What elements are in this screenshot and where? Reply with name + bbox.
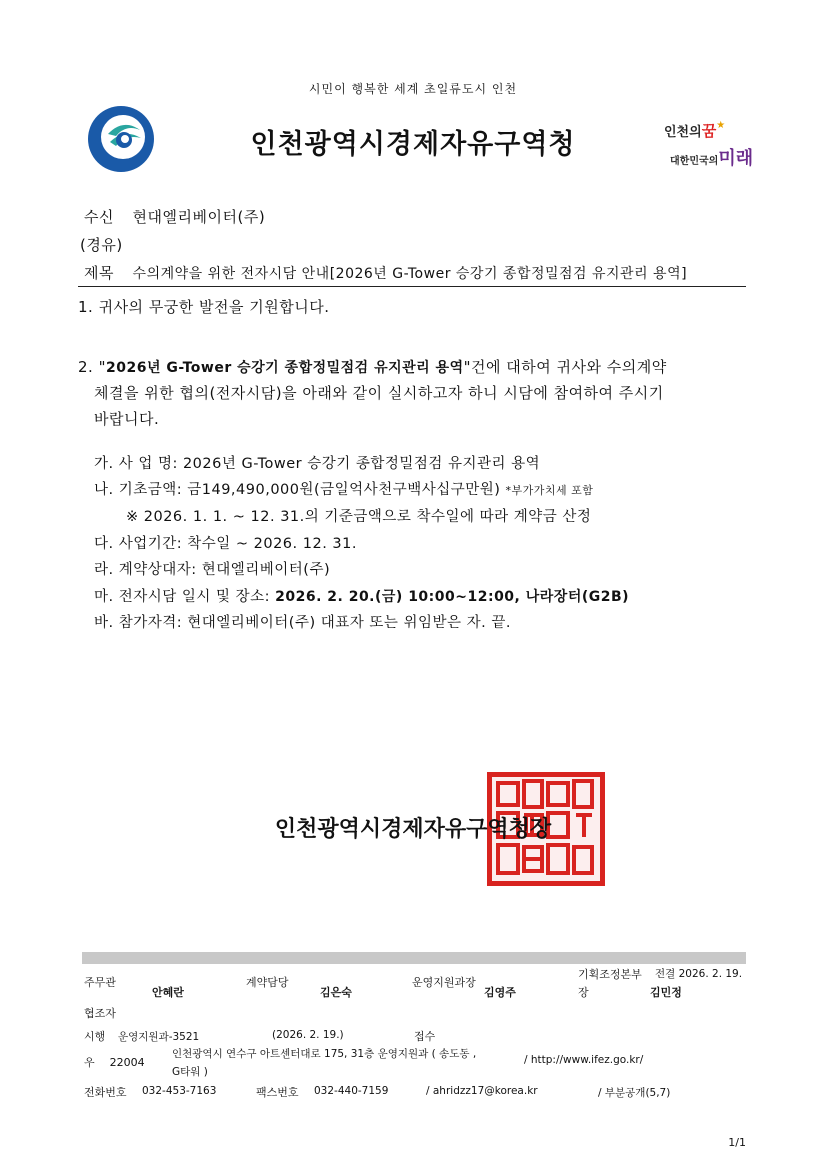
recipient-value: 현대엘리베이터(주): [132, 208, 266, 226]
phone-value: 032-453-7163: [142, 1085, 217, 1097]
recipient-line: [84, 206, 265, 227]
approver-label-4b: 장: [578, 986, 589, 999]
item-base-amount: [94, 478, 593, 499]
footer-divider-bar: [82, 952, 746, 964]
logo-dream-char: 꿈: [701, 122, 717, 140]
vat-note: *부가가치세 포함: [505, 484, 594, 497]
zip-code: 22004: [109, 1056, 145, 1069]
subject-line: [84, 262, 687, 283]
item-period: 다. 사업기간: 착수일 ~ 2026. 12. 31.: [94, 536, 357, 552]
address-line-2: G타워 ): [172, 1066, 208, 1078]
slogan: 시민이 행복한 세계 초일류도시 인천: [308, 82, 518, 96]
exec-date: (2026. 2. 19.): [272, 1029, 344, 1041]
phone-label: 전화번호: [84, 1086, 127, 1099]
recipient-label: 수신: [84, 208, 114, 226]
paragraph-2-prefix: 2. ": [78, 358, 106, 376]
incheon-future-logo: 인천의꿈★ 대한민국의미래: [664, 120, 754, 169]
email-link[interactable]: / ahridzz17@korea.kr: [426, 1085, 538, 1097]
disclosure-status: / 부분공개(5,7): [598, 1087, 671, 1099]
paragraph-2-suffix: "건에 대하여 귀사와 수의계약: [463, 358, 667, 376]
approver-label-2: 계약담당: [246, 976, 289, 989]
item-project-name: 가. 사 업 명: 2026년 G-Tower 승강기 종합정밀점검 유지관리 용역: [94, 456, 541, 472]
paragraph-2-line2: 체결을 위한 협의(전자시담)을 아래와 같이 실시하고자 하니 시담에 참여하여 주시기: [94, 384, 664, 402]
item-base-amount-note: ※ 2026. 1. 1. ~ 12. 31.의 기준금액으로 착수일에 따라 계약금 산정: [126, 509, 592, 525]
receipt-label: 접수: [414, 1030, 436, 1043]
subject-value: 수의계약을 위한 전자시담 안내[2026년 G-Tower 승강기 종합정밀점검 유지관리 용역]: [132, 266, 688, 282]
approver-name-1: 안혜란: [152, 986, 184, 999]
subject-label: 제목: [84, 264, 114, 282]
logo-accent-text: 미래: [718, 148, 754, 169]
decision-date: 전결 2026. 2. 19.: [655, 968, 743, 980]
sender-signature: 인천광역시경제자유구역청장: [274, 817, 552, 842]
exec-value: 운영지원과-3521: [118, 1031, 200, 1043]
page-number: 1/1: [728, 1136, 746, 1149]
paragraph-2-line1: [78, 356, 667, 377]
logo-text-line1: 인천의: [664, 125, 702, 140]
zip-line: [84, 1054, 145, 1070]
via-line: (경유): [80, 236, 123, 254]
org-title: 인천광역시경제자유구역청: [250, 129, 576, 160]
approver-name-2: 김은숙: [320, 986, 352, 999]
item-eligibility: 바. 참가자격: 현대엘리베이터(주) 대표자 또는 위임받은 자. 끝.: [94, 615, 511, 631]
approver-name-4: 김민정: [650, 986, 682, 999]
paragraph-2-line3: 바랍니다.: [94, 410, 160, 428]
approver-label-1: 주무관: [84, 976, 116, 989]
paragraph-1: 1. 귀사의 무궁한 발전을 기원합니다.: [78, 298, 330, 316]
zip-label: 우: [84, 1056, 95, 1069]
item-schedule: [94, 585, 629, 606]
address-line-1: 인천광역시 연수구 아트센터대로 175, 31층 운영지원과 ( 송도동 ,: [172, 1048, 477, 1060]
logo-text-line2: 대한민국의: [670, 156, 719, 167]
fax-label: 팩스번호: [256, 1086, 299, 1099]
exec-label: 시행: [84, 1030, 106, 1043]
approver-name-3: 김영주: [484, 986, 516, 999]
approver-label-4a: 기획조정본부: [578, 968, 642, 981]
fax-value: 032-440-7159: [314, 1085, 389, 1097]
website-link[interactable]: / http://www.ifez.go.kr/: [524, 1054, 644, 1066]
item-schedule-label: 마. 전자시담 일시 및 장소:: [94, 589, 276, 605]
item-contractor: 라. 계약상대자: 현대엘리베이터(주): [94, 562, 331, 578]
cooperator-label: 협조자: [84, 1007, 116, 1020]
item-schedule-value: 2026. 2. 20.(금) 10:00~12:00, 나라장터(G2B): [275, 589, 630, 605]
item-base-amount-text: 나. 기초금액: 금149,490,000원(금일억사천구백사십구만원): [94, 482, 501, 498]
approver-label-4: [578, 966, 642, 982]
approver-label-3: 운영지원과장: [412, 976, 476, 989]
subject-divider: [78, 286, 746, 287]
project-name-bold: 2026년 G-Tower 승강기 종합정밀점검 유지관리 용역: [105, 360, 464, 376]
